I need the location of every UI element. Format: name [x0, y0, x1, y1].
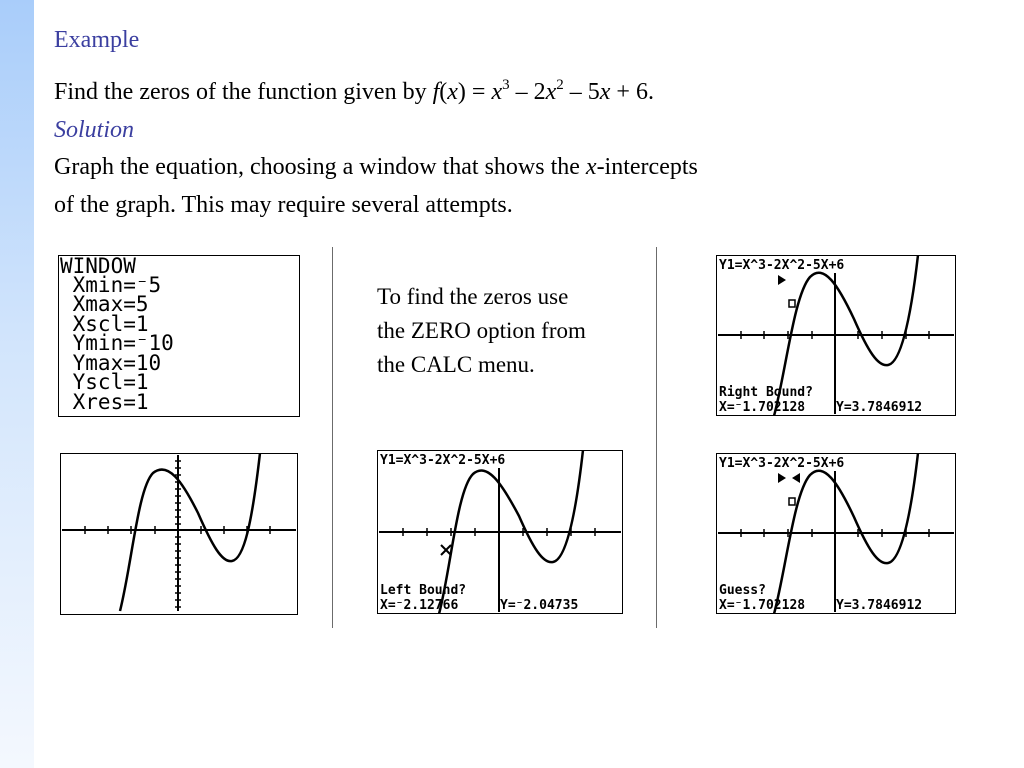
problem-statement: Find the zeros of the function given by $f(x) = x^3 - 2x^2 - 5x + 6$.	[54, 77, 654, 105]
right-bound-screen	[716, 255, 956, 416]
window-line: Xscl=1	[60, 312, 149, 336]
x-readout: X=⁻1.702128	[719, 400, 806, 415]
window-line: Xmin=⁻5	[60, 273, 162, 297]
window-line: Xmax=5	[60, 292, 149, 316]
solution-label: Solution	[54, 117, 135, 143]
x-readout: X=⁻2.12766	[380, 598, 459, 613]
graph-screen	[60, 453, 298, 615]
sidebar-gradient	[0, 0, 34, 768]
window-settings-screen	[58, 255, 300, 417]
window-line: Ymax=10	[60, 351, 162, 375]
window-line: Ymin=⁻10	[60, 331, 174, 355]
divider-right	[656, 247, 657, 628]
guess-screen	[716, 453, 956, 614]
prompt-text: Guess?	[719, 583, 766, 598]
prompt-text: Left Bound?	[380, 583, 467, 598]
instruction-line-1: To find the zeros use	[377, 284, 569, 309]
x-readout: X=⁻1.702128	[719, 598, 806, 613]
instruction-line-3: the CALC menu.	[377, 352, 535, 377]
trace-cursor	[789, 498, 795, 505]
window-line: Xres=1	[60, 390, 149, 414]
equation-text: Y1=X^3-2X^2-5X+6	[719, 456, 845, 471]
slide-heading: Example	[54, 27, 140, 53]
y-readout: Y=3.7846912	[836, 598, 923, 613]
window-line: Yscl=1	[60, 370, 149, 394]
divider-left	[332, 247, 333, 628]
y-readout: Y=⁻2.04735	[500, 598, 579, 613]
window-line: WINDOW	[60, 255, 136, 278]
body-line-2: of the graph. This may require several attempts.	[54, 192, 513, 218]
left-bound-screen	[377, 450, 623, 614]
prompt-text: Right Bound?	[719, 385, 813, 400]
instruction-line-2: the ZERO option from	[377, 318, 586, 343]
equation-text: Y1=X^3-2X^2-5X+6	[719, 258, 845, 273]
y-readout: Y=3.7846912	[836, 400, 923, 415]
body-line-1: Graph the equation, choosing a window that shows the x-intercepts	[54, 154, 698, 180]
trace-cursor	[789, 300, 795, 307]
equation-text: Y1=X^3-2X^2-5X+6	[380, 453, 506, 468]
